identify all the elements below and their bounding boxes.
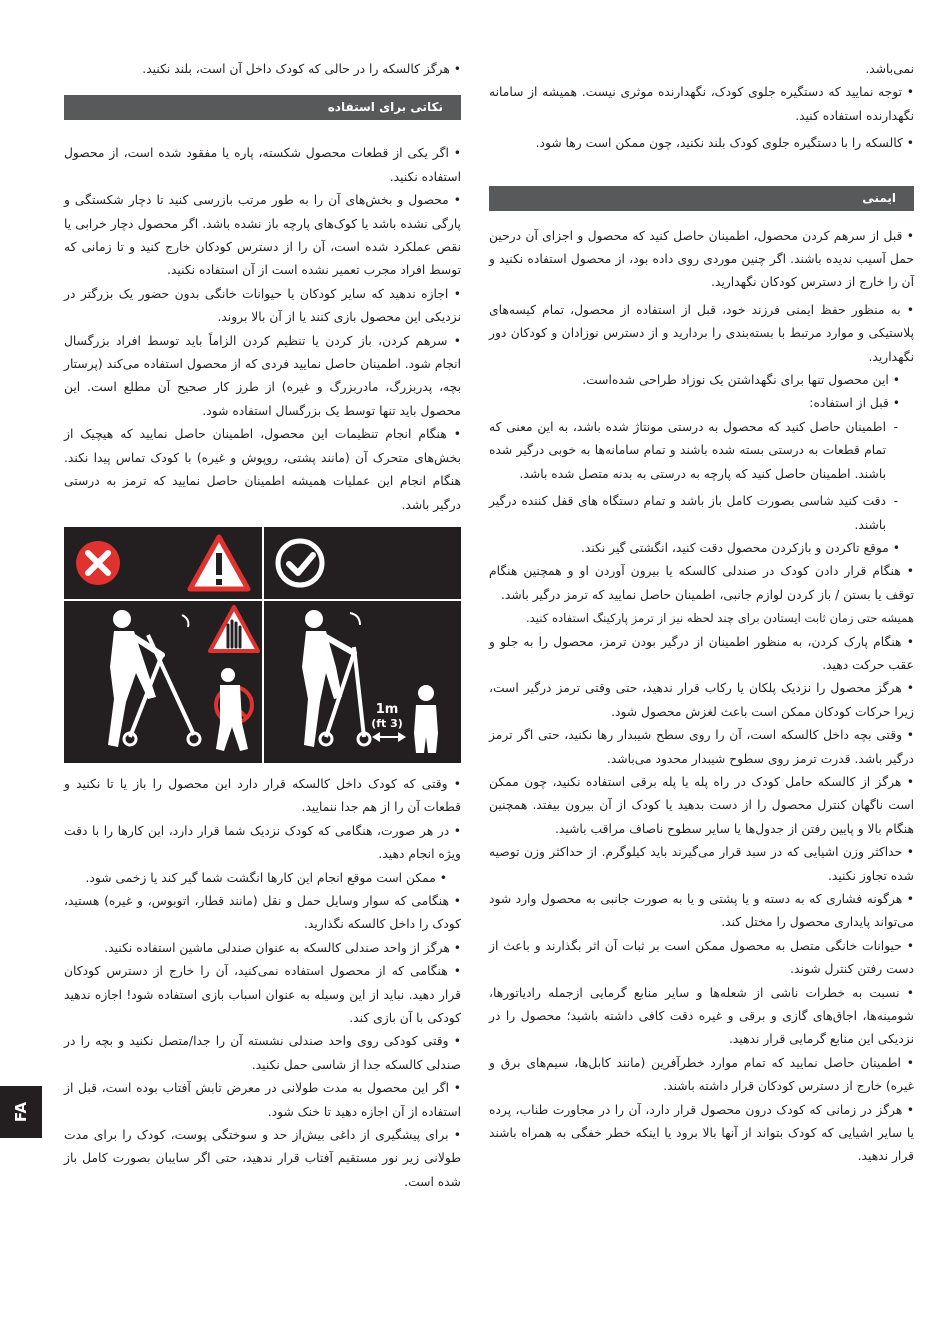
sub-item: - اطمینان حاصل کنید که محصول به درستی مونتاژ شده باشد، به این معنی که تمام قطعات به درستی بسته شده باشند و تمام سامانه‌ها به خوبی درگیر شده باشند. اطمینان حاصل کنید که پارچه به درستی به بدنه متصل شده باشد. [489,416,914,486]
paragraph: • وقتی بچه داخل کالسکه است، آن را روی سطح شیبدار رها نکنید، حتی اگر ترمز درگیر باشد. قدرت ترمز روی سطوح شیبدار محدود می‌باشد. [489,728,914,766]
paragraph: • هنگامی که سوار وسایل حمل و نقل (مانند قطار، اتوبوس، و غیره) هستید، کودک را داخل کالسکه نگذارید. [64,893,461,932]
paragraph: • موقع تاکردن و بازکردن محصول دقت کنید، انگشتی گیر نکند. [580,540,900,555]
paragraph: • نسبت به خطرات ناشی از شعله‌ها و سایر منابع گرمایی ازجمله رادیاتورها، شومینه‌ها، اجاق‌های گازی و برقی و غیره دقت کافی داشته باشید؛ محصول را در نزدیکی این منابع گرمایی قرار ندهید. [489,985,914,1047]
safety-pictogram [64,527,461,763]
safety-heading: ایمنی [489,186,914,211]
check-icon [278,541,322,585]
sub-item: - دقت کنید شاسی بصورت کامل باز باشد و تمام دستگاه های قفل کننده درگیر باشند. [489,490,914,537]
paragraph: • محصول و بخش‌های آن را به طور مرتب بازرسی کنید تا دچار شکستگی و پارگی نشده باشد یا کوک‌های پارچه باز نشده باشد. اگر محصول دچار خرابی یا نقص عملکرد شده است، آن را از دسترس کودکان خارج کنید و تا زمانی که توسط افراد مجرب تعمیر نشده است از آن استفاده نکنید. [64,193,461,278]
distance-label: 1m [375,701,399,717]
paragraph: • کالسکه را با دستگیره جلوی کودک بلند نکنید، چون ممکن است رها شود. [535,136,914,151]
adult-folding-stroller-safe-icon [302,610,370,747]
distance-label-ft: (3 ft) [371,716,403,730]
paragraph: • هنگام پارک کردن، به منظور اطمینان از درگیر بودن ترمز، محصول را به جلو و عقب حرکت دهید. [489,634,914,672]
paragraph: • هرگز محصول را نزدیک پلکان یا رکاب قرار ندهید، حتی وقتی ترمز درگیر است، زیرا حرکات کودکان ممکن است باعث لغزش محصول شود. [489,681,914,719]
paragraph: • در هر صورت، هنگامی که کودک نزدیک شما قرار دارد، این کارها را با دقت ویژه انجام دهید. [64,823,461,862]
paragraph: همیشه حتی زمان ثابت ایستادن برای چند لحظه نیز از ترمز پارکینگ استفاده کنید. [525,611,914,626]
paragraph: • اطمینان حاصل نمایید که تمام موارد خطرآفرین (مانند کابل‌ها، سیم‌های برق و غیره) خارج از دسترس کودکان قرار داشته باشند. [489,1055,914,1094]
adult-folding-stroller-icon [108,610,200,747]
paragraph: • این محصول تنها برای نگهداشتن یک نوزاد طراحی شده‌است. [582,373,900,388]
paragraph: • اگر این محصول به مدت طولانی در معرض تابش آفتاب بوده است، قبل از استفاده از آن اجازه دهید تا خنک شود. [64,1081,461,1119]
language-tab [0,1086,42,1138]
right-column [489,58,914,1169]
distance-arrow-icon [372,732,406,742]
paragraph: • وقتی کودکی روی واحد صندلی نشسته آن را جدا/متصل نکنید و بچه را در صندلی کالسکه جدا از شاسی حمل نکنید. [64,1034,461,1072]
paragraph: • هرگز کالسکه را در حالی که کودک داخل آن است، بلند نکنید. [142,62,461,76]
paragraph: • حداکثر وزن اشیایی که در سبد قرار می‌گیرند باید کیلوگرم. از حداکثر وزن توصیه شده تجاوز نکنید. [489,845,914,883]
paragraph: • حیوانات خانگی متصل به محصول ممکن است بر ثبات آن اثر بگذارند و باعث از دست رفتن کنترل شوند. [489,938,914,977]
paragraph: • هرگونه فشاری که به دسته و یا پشتی و یا به صورت جانبی به محصول وارد شود می‌تواند پایداری محصول را مختل کند. [489,892,914,930]
paragraph: • قبل از استفاده: [809,396,900,411]
paragraph: • هرگز از واحد صندلی کالسکه به عنوان صندلی ماشین استفاده نکنید. [104,940,461,955]
left-column [64,58,461,1194]
paragraph: • قبل از سرهم کردن محصول، اطمینان حاصل کنید که محصول و اجزای آن درحین حمل آسیب ندیده باشند. اگر چنین موردی روی داده بود، از محصول استفاده نکنید و آن را خارج از دسترس کودکان نگهدارید. [489,228,914,290]
paragraph: نمی‌باشد. [865,62,914,76]
child-icon [414,685,438,753]
paragraph: • هرگز از کالسکه حامل کودک در راه پله یا پله برقی استفاده نکنید، چون ممکن است ناگهان کنترل محصول را از دست بدهید یا کودک از آن بیرون بیفتد. همچنین هنگام بالا و پایین رفتن از جدول‌ها یا سایر سطوح ناصاف مراقب باشید. [489,774,914,836]
paragraph: • هنگام قرار دادن کودک در صندلی کالسکه یا بیرون آوردن او و همچنین هنگام توقف یا بستن / باز کردن لوازم جانبی، اطمینان حاصل نمایید که ترمز درگیر باشد. [489,564,914,602]
usage-heading: نکاتی برای استفاده [64,95,461,120]
warning-icon [190,537,248,589]
paragraph: • هنگامی که از محصول استفاده نمی‌کنید، آن را خارج از دسترس کودکان قرار دهید. نباید از این وسیله به عنوان اسباب بازی استفاده شود! اجازه ندهید کودکی با آن بازی کند. [64,964,461,1025]
hand-warning-icon [210,607,258,651]
paragraph: • به منظور حفظ ایمنی فرزند خود، قبل از استفاده از محصول، تمام کیسه‌های پلاستیکی و موارد مرتبط با بسته‌بندی را بردارید و از دسترس نوزادان و کودکان دور نگهدارید. [489,302,914,364]
paragraph: • اگر یکی از قطعات محصول شکسته، پاره یا مفقود شده است، از محصول استفاده نکنید. [64,146,461,184]
paragraph: • اجازه ندهید که سایر کودکان یا حیوانات خانگی بدون حضور یک بزرگتر در نزدیکی این محصول بازی کنند یا از آن بالا بروند. [64,286,461,325]
paragraph: • سرهم کردن، باز کردن یا تنظیم کردن الزاماً باید توسط افراد بزرگسال انجام شود. اطمینان حاصل نمایید فردی که از محصول استفاده می‌کند (پرستار بچه، پدربزرگ، مادربزرگ و غیره) از طرز کار صحیح آن مطلع است. این محصول باید تنها توسط یک بزرگسال استفاده شود. [64,333,461,418]
paragraph: • هرگز در زمانی که کودک درون محصول قرار دارد، آن را در مجاورت طناب، پرده یا سایر اشیایی که کودک بتواند از آنها بالا برود یا اینکه خطر خفگی به همراه باشند قرار ندهید. [489,1102,914,1164]
child-prohibited-icon [216,668,252,751]
paragraph: • وقتی که کودک داخل کالسکه قرار دارد این محصول را باز یا تا نکنید و قطعات آن را از هم جدا ننمایید. [64,776,461,815]
paragraph: • توجه نمایید که دستگیره جلوی کودک، نگهدارنده موثری نیست. همیشه از سامانه نگهدارنده استفاده کنید. [489,85,914,123]
language-tab-label: FA [12,1101,30,1123]
paragraph: • ممکن است موقع انجام این کارها انگشت شما گیر کند یا زخمی شود. [85,870,447,885]
paragraph: • هنگام انجام تنظیمات این محصول، اطمینان حاصل نمایید که هیچیک از بخش‌های متحرک آن (مانند پشتی، روپوش و غیره) با کودک تماس پیدا نکند. هنگام انجام این عملیات همیشه اطمینان حاصل نمایید که ترمز به درستی درگیر باشد. [64,427,461,512]
paragraph: • برای پیشگیری از داغی بیش‌از حد و سوختگی پوست، کودک را برای مدت طولانی زیر نور مستقیم آفتاب قرار ندهید، حتی اگر سایبان بصورت کامل باز شده است. [64,1128,461,1189]
cross-icon [76,541,120,585]
